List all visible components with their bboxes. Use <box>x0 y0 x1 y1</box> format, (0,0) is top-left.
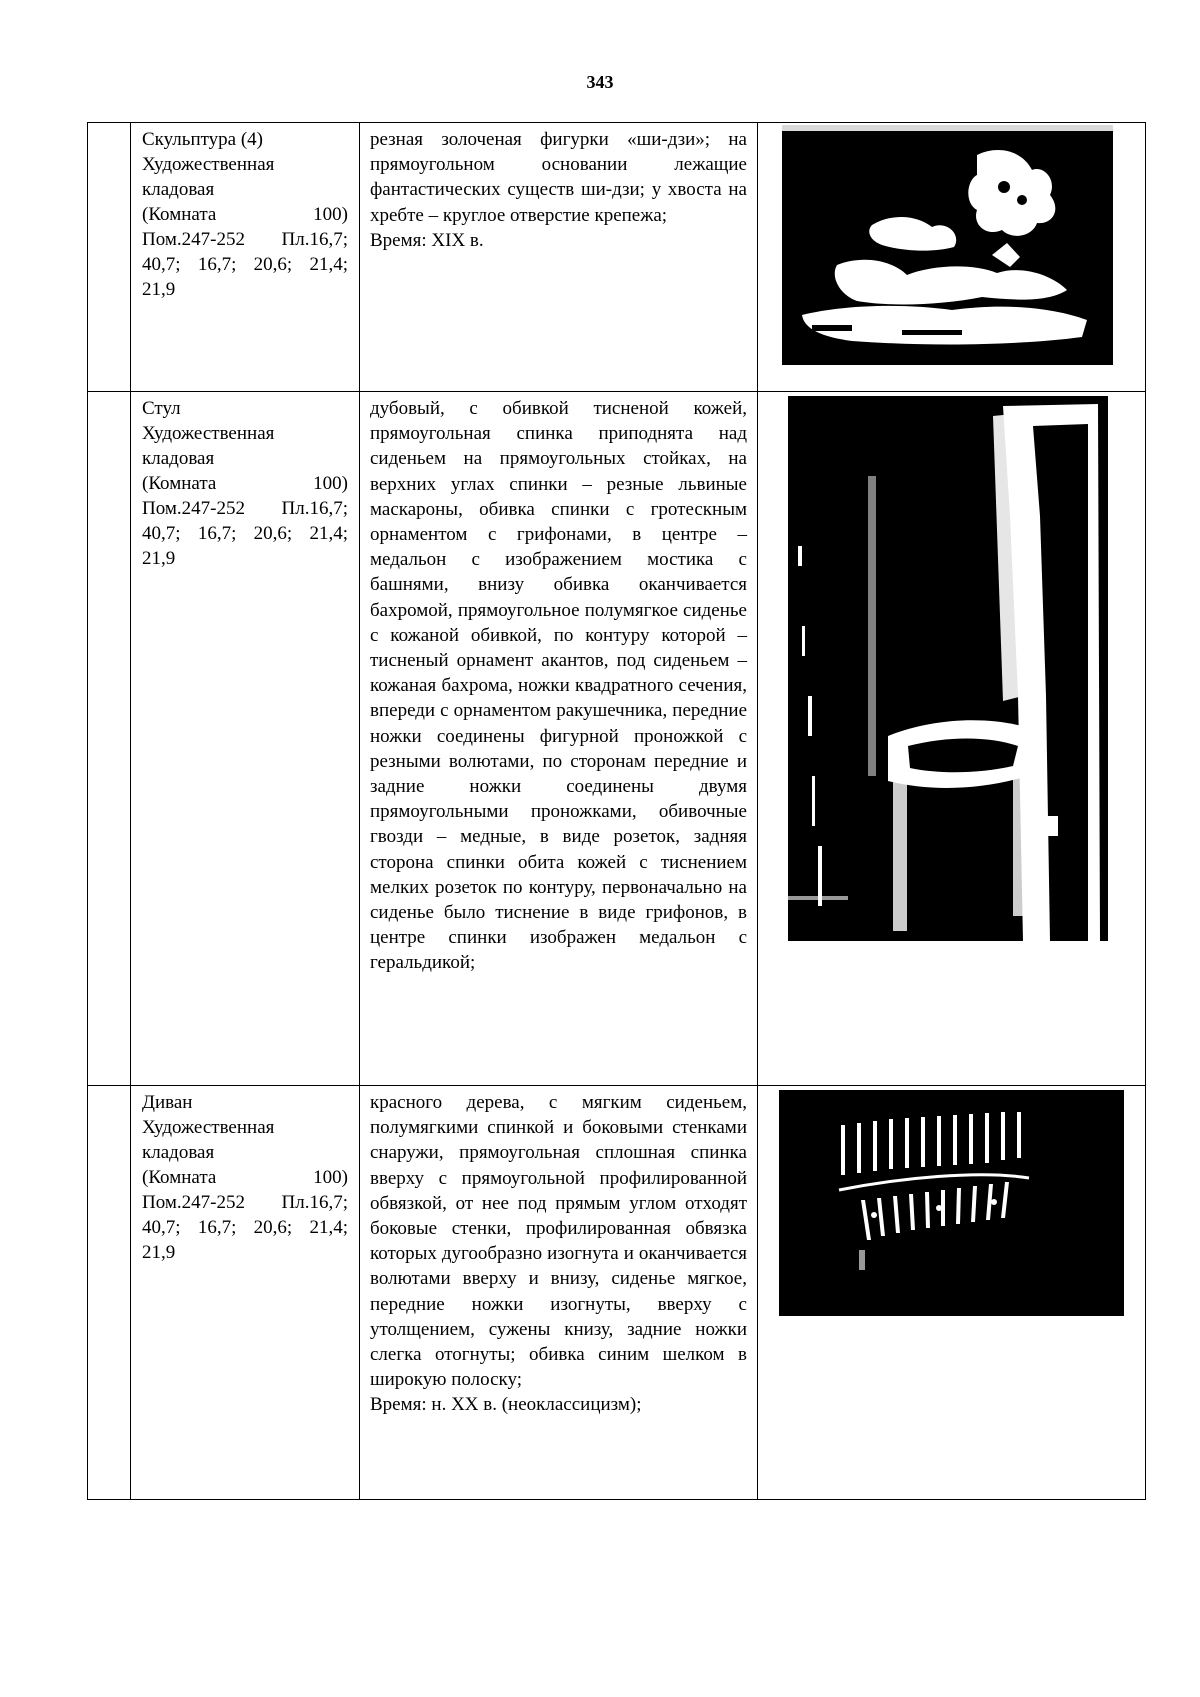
item-time: Время: н. XX в. (неоклассицизм); <box>370 1394 642 1416</box>
room-label: (Комната <box>142 473 217 494</box>
room-number: 100) <box>313 1167 348 1188</box>
index-cell <box>88 392 131 1086</box>
room-number: 100) <box>313 473 348 494</box>
location-cell <box>131 1086 360 1500</box>
page-number: 343 <box>586 72 614 92</box>
room-number: 100) <box>313 204 348 225</box>
room-line <box>142 471 348 496</box>
item-description: дубовый, с обивкой тисненой кожей, прямоугольная спинка приподнята над сиденьем на прямоугольных стойках, на верхних углах спинки – резные львиные маскароны, обивка спинки с гротескным орнаментом с грифонами, в центре – медальон с изображением мостика с башнями, внизу обивка оканчивается бахромой, прямоугольное полумягкое сиденье с кожаной обивкой, по контуру которой – тисненый орнамент акантов, под сиденьем – кожаная бахрома, ножки квадратного сечения, впереди с орнаментом ракушечника, передние ножки соединены фигурной проножкой с резными волютами, по сторонам передние и задние ножки соединены двумя прямоугольными проножками, обивочные гвозди – медные, в виде розеток, задняя сторона спинки обита кожей с тиснением мелких розеток по контуру, первоначально на сиденье было тиснение в виде грифонов, в центре спинки изображен медальон с геральдикой; <box>370 398 747 974</box>
description-cell <box>360 123 758 392</box>
location-cell <box>131 123 360 392</box>
storage-location: Художественная кладовая <box>142 154 275 200</box>
photo-cell <box>758 1086 1146 1500</box>
item-name: Скульптура (4) <box>142 129 264 150</box>
table-row <box>88 392 1146 1086</box>
inventory-table <box>87 122 1146 1500</box>
photo-cell <box>758 392 1146 1086</box>
item-name: Диван <box>142 1092 193 1113</box>
item-name: Стул <box>142 398 181 419</box>
index-cell <box>88 1086 131 1500</box>
room-label: (Комната <box>142 204 217 225</box>
sofa-photo <box>779 1090 1124 1316</box>
index-cell <box>88 123 131 392</box>
premises-info: Пом.247-252 Пл.16,7; 40,7; 16,7; 20,6; 21,4; 21,9 <box>142 229 348 300</box>
chair-photo <box>788 396 1108 941</box>
storage-location: Художественная кладовая <box>142 1117 275 1163</box>
photo-cell <box>758 123 1146 392</box>
room-line <box>142 202 348 227</box>
location-cell <box>131 392 360 1086</box>
storage-location: Художественная кладовая <box>142 423 275 469</box>
room-label: (Комната <box>142 1167 217 1188</box>
item-description: красного дерева, с мягким сиденьем, полумягкими спинкой и боковыми стенками снаружи, прямоугольная сплошная спинка вверху с прямоугольной профилированной обвязкой, от нее под прямым углом отходят боковые стенки, профилированная обвязка которых дугообразно изогнута и оканчивается волютами вверху и внизу, сиденье мягкое, передние ножки изогнуты, вверху с утолщением, сужены книзу, задние ножки слегка отогнуты; обивка синим шелком в широкую полоску; <box>370 1092 747 1391</box>
table-row <box>88 1086 1146 1500</box>
item-time: Время: XIX в. <box>370 229 484 251</box>
room-line <box>142 1165 348 1190</box>
sculpture-photo <box>782 125 1113 365</box>
description-cell <box>360 1086 758 1500</box>
item-description: резная золоченая фигурки «ши-дзи»; на прямоугольном основании лежащие фантастических существ ши-дзи; у хвоста на хребте – круглое отверстие крепежа; <box>370 129 747 226</box>
premises-info: Пом.247-252 Пл.16,7; 40,7; 16,7; 20,6; 21,4; 21,9 <box>142 1192 348 1263</box>
premises-info: Пом.247-252 Пл.16,7; 40,7; 16,7; 20,6; 21,4; 21,9 <box>142 498 348 569</box>
description-cell <box>360 392 758 1086</box>
table-row <box>88 123 1146 392</box>
